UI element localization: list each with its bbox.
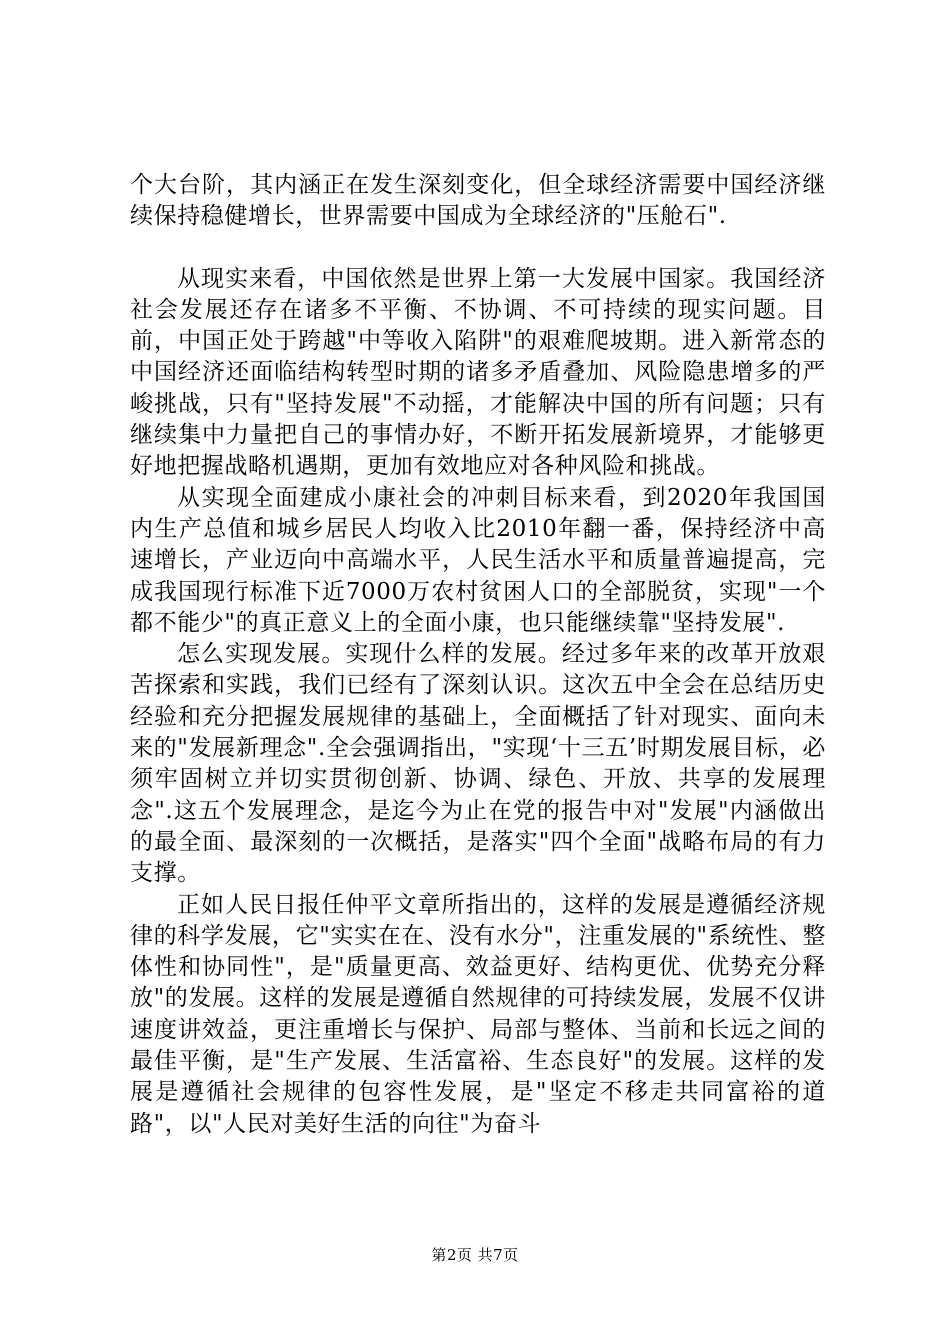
page-number-footer: 第2页 共7页 <box>431 1246 519 1264</box>
paragraph-1: 个大台阶，其内涵正在发生深刻变化，但全球经济需要中国经济继续保持稳健增长，世界需要中国成为全球经济的"压舱石". <box>130 172 826 230</box>
paragraph-2: 从现实来看，中国依然是世界上第一大发展中国家。我国经济社会发展还存在诸多不平衡、不协调、不可持续的现实问题。目前，中国正处于跨越"中等收入陷阱"的艰难爬坡期。进入新常态的中国经济还面临结构转型时期的诸多矛盾叠加、风险隐患增多的严峻挑战，只有"坚持发展"不动摇，才能解决中国的所有问题；只有继续集中力量把自己的事情办好，不断开拓发展新境界，才能够更好地把握战略机遇期，更加有效地应对各种风险和挑战。 <box>130 265 826 480</box>
paragraph-5: 正如人民日报任仲平文章所指出的，这样的发展是遵循经济规律的科学发展，它"实实在在、没有水分"，注重发展的"系统性、整体性和协同性"，是"质量更高、效益更好、结构更优、优势充分释放"的发展。这样的发展是遵循自然规律的可持续发展，发展不仅讲速度讲效益，更注重增长与保护、局部与整体、当前和长远之间的最佳平衡，是"生产发展、生活富裕、生态良好"的发展。这样的发展是遵循社会规律的包容性发展，是"坚定不移走共同富裕的道路"，以"人民对美好生活的向往"为奋斗 <box>130 891 826 1137</box>
paragraph-3: 从实现全面建成小康社会的冲刺目标来看，到2020年我国国内生产总值和城乡居民人均收入比2010年翻一番，保持经济中高速增长，产业迈向中高端水平，人民生活水平和质量普遍提高，完成我国现行标准下近7000万农村贫困人口的全部脱贫，实现"一个都不能少"的真正意义上的全面小康，也只能继续靠"坚持发展". <box>130 484 826 636</box>
document-body <box>130 170 826 1140</box>
paragraph-4: 怎么实现发展。实现什么样的发展。经过多年来的改革开放艰苦探索和实践，我们已经有了深刻认识。这次五中全会在总结历史经验和充分把握发展规律的基础上，全面概括了针对现实、面向未来的"发展新理念".全会强调指出，"实现‘十三五’时期发展目标，必须牢固树立并切实贯彻创新、协调、绿色、开放、共享的发展理念".这五个发展理念，是迄今为止在党的报告中对"发展"内涵做出的最全面、最深刻的一次概括，是落实"四个全面"战略布局的有力支撑。 <box>130 641 826 887</box>
